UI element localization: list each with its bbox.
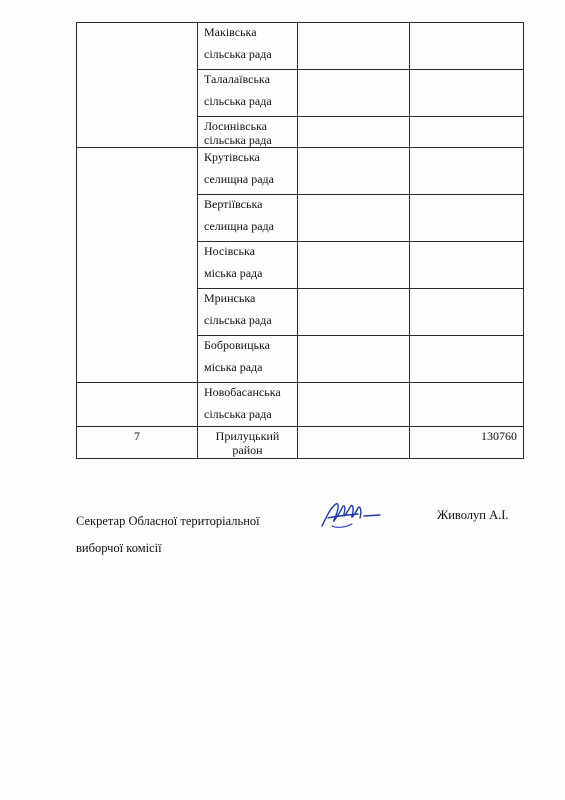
council-name-line2: селищна рада — [204, 219, 274, 233]
council-name-cell — [198, 383, 298, 427]
council-name-line1: Талалаївська — [204, 72, 270, 86]
council-name-line2: сільська рада — [204, 47, 272, 61]
empty-cell — [410, 117, 524, 148]
empty-cell — [298, 195, 410, 242]
group-cell — [77, 148, 198, 383]
district-name-line2: район — [232, 443, 263, 457]
table-row-total — [77, 427, 524, 459]
table-row — [77, 23, 524, 70]
empty-cell — [298, 70, 410, 117]
empty-cell — [298, 336, 410, 383]
empty-cell — [298, 148, 410, 195]
council-name-line2: селищна рада — [204, 172, 274, 186]
council-name-line2: сільська рада — [204, 407, 272, 421]
council-name-line1: Вертіївська — [204, 197, 263, 211]
empty-cell — [410, 289, 524, 336]
council-name-line1: Бобровицька — [204, 338, 270, 352]
signatory-title — [76, 508, 260, 562]
council-name-cell — [198, 70, 298, 117]
voters-count: 130760 — [410, 427, 524, 459]
district-cell — [198, 427, 298, 459]
handwritten-signature — [318, 498, 382, 534]
council-name-line2: міська рада — [204, 266, 263, 280]
council-name-cell — [198, 242, 298, 289]
empty-cell — [410, 383, 524, 427]
empty-cell — [298, 383, 410, 427]
council-name-cell — [198, 336, 298, 383]
table-row — [77, 383, 524, 427]
group-cell — [77, 383, 198, 427]
council-name-line1: Маківська — [204, 25, 257, 39]
signatory-title-line1: Секретар Обласної територіальної — [76, 514, 260, 528]
council-name-line1: Новобасанська — [204, 385, 281, 399]
empty-cell — [298, 242, 410, 289]
table-row — [77, 148, 524, 195]
council-name-cell — [198, 23, 298, 70]
empty-cell — [410, 195, 524, 242]
empty-cell — [298, 289, 410, 336]
council-name-line2: міська рада — [204, 360, 263, 374]
district-name-line1: Прилуцький — [215, 429, 280, 443]
council-name-line2: сільська рада — [204, 94, 272, 108]
empty-cell — [410, 148, 524, 195]
empty-cell — [410, 242, 524, 289]
group-cell — [77, 23, 198, 148]
empty-cell — [298, 23, 410, 70]
signatory-name: Живолуп А.І. — [437, 508, 509, 522]
council-name-cell — [198, 148, 298, 195]
empty-cell — [298, 117, 410, 148]
empty-cell — [410, 70, 524, 117]
council-name-line1: Мринська — [204, 291, 256, 305]
council-name-line2: сільська рада — [204, 133, 272, 147]
council-name-line1: Крутівська — [204, 150, 260, 164]
council-name-line2: сільська рада — [204, 313, 272, 327]
signatory-title-line2: виборчої комісії — [76, 541, 162, 555]
empty-cell — [410, 23, 524, 70]
council-name-cell — [198, 289, 298, 336]
council-name-line1: Носівська — [204, 244, 255, 258]
empty-cell — [410, 336, 524, 383]
row-number: 7 — [77, 427, 198, 459]
council-name-line1: Лосинівська — [204, 119, 268, 133]
council-name-cell — [198, 117, 298, 148]
council-table — [76, 22, 524, 459]
empty-cell — [298, 427, 410, 459]
council-name-cell — [198, 195, 298, 242]
